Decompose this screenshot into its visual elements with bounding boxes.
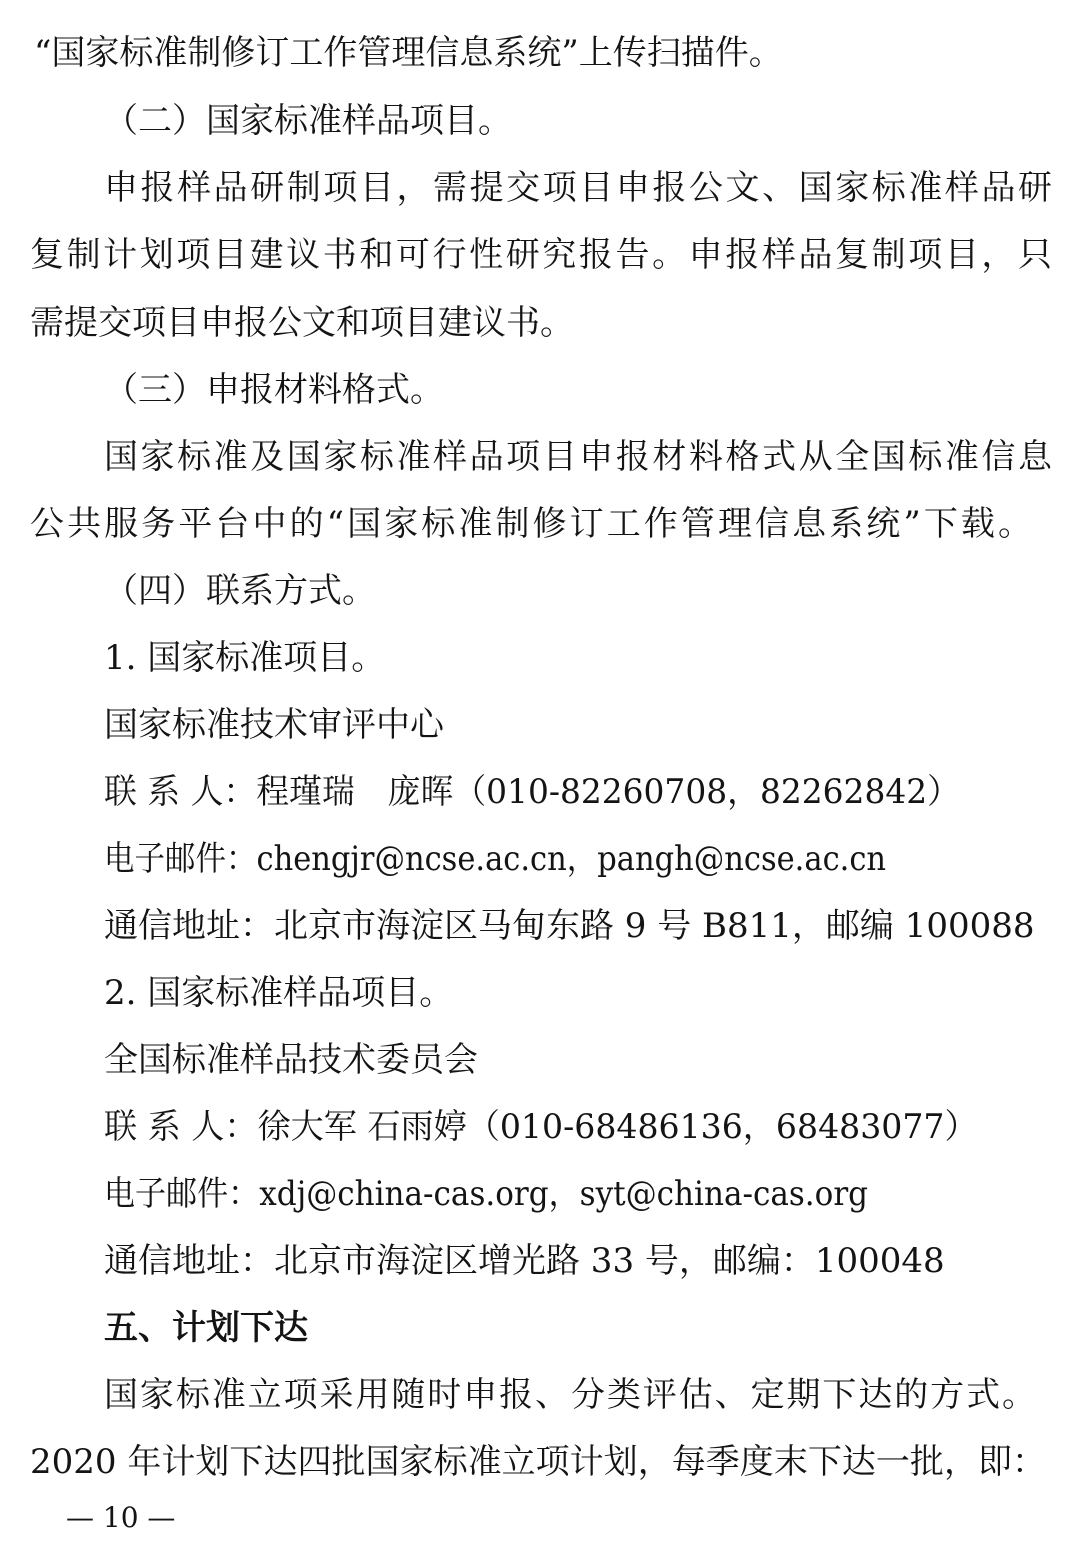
paragraph-line: 2020 年计划下达四批国家标准立项计划，每季度末下达一批，即：: [30, 1442, 1046, 1482]
contact-email: 电子邮件：xdj@china-cas.org，syt@china-cas.org: [104, 1174, 869, 1214]
contact-person: 联 系 人：程瑾瑞 庞晖（010-82260708，82262842）: [104, 772, 960, 812]
paragraph-line: 国家标准及国家标准样品项目申报材料格式从全国标准信息: [104, 437, 1052, 477]
paragraph-line: 申报样品研制项目，需提交项目申报公文、国家标准样品研: [104, 168, 1052, 208]
section-heading: （二）国家标准样品项目。: [104, 101, 512, 141]
contact-address: 通信地址：北京市海淀区增光路 33 号，邮编：100048: [104, 1241, 945, 1281]
contact-person: 联 系 人：徐大军 石雨婷（010-68486136，68483077）: [104, 1107, 978, 1147]
paragraph-line: 公共服务平台中的“国家标准制修订工作管理信息系统”下载。: [30, 504, 1032, 544]
paragraph-line: 国家标准立项采用随时申报、分类评估、定期下达的方式。: [104, 1375, 1036, 1415]
organization-name: 国家标准技术审评中心: [104, 705, 444, 745]
paragraph-line: “国家标准制修订工作管理信息系统”上传扫描件。: [34, 33, 783, 73]
subsection-heading: 1. 国家标准项目。: [104, 638, 386, 678]
page-number: — 10 —: [66, 1501, 176, 1534]
section-heading: （四）联系方式。: [104, 571, 376, 611]
paragraph-line: 复制计划项目建议书和可行性研究报告。申报样品复制项目，只: [30, 235, 1052, 275]
contact-email: 电子邮件：chengjr@ncse.ac.cn，pangh@ncse.ac.cn: [104, 839, 887, 879]
section-heading: 五、计划下达: [104, 1308, 308, 1348]
organization-name: 全国标准样品技术委员会: [104, 1040, 478, 1080]
section-heading: （三）申报材料格式。: [104, 370, 444, 410]
contact-address: 通信地址：北京市海淀区马甸东路 9 号 B811，邮编 100088: [104, 906, 1035, 946]
subsection-heading: 2. 国家标准样品项目。: [104, 973, 454, 1013]
paragraph-line: 需提交项目申报公文和项目建议书。: [30, 303, 574, 343]
